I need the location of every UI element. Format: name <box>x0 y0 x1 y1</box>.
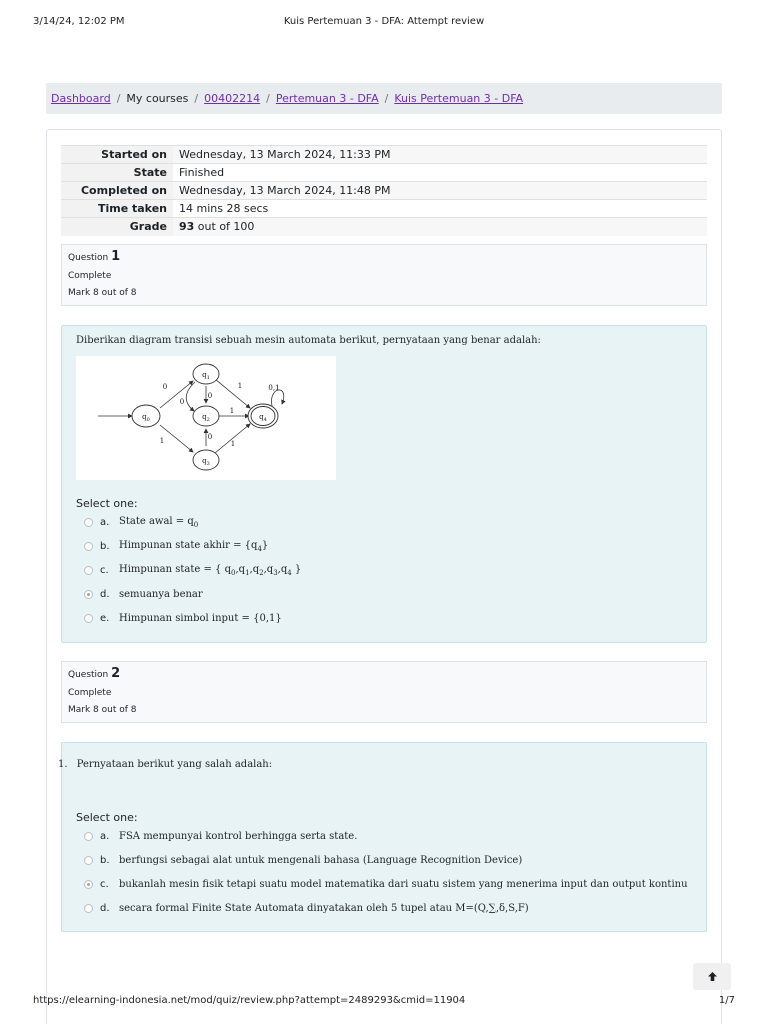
option-letter: c. <box>100 878 109 890</box>
question-number <box>68 666 700 683</box>
question-number <box>68 249 700 266</box>
question-mark: Mark 8 out of 8 <box>68 705 137 715</box>
option-text: Himpunan state akhir = $\{q_4\}$ <box>119 539 269 553</box>
option-letter: b. <box>100 854 110 866</box>
question-prefix: Question <box>68 253 109 263</box>
radio-button[interactable] <box>84 614 93 623</box>
edge-label: 0 <box>179 398 185 406</box>
summary-row-time-taken <box>61 200 707 218</box>
summary-label: Started on <box>61 146 173 164</box>
option-text: secara formal Finite State Automata dinyatakan oleh 5 tupel atau M=(Q,∑,δ,S,F) <box>119 902 529 914</box>
transition-diagram <box>76 356 336 480</box>
edge-label: 0,1 <box>268 384 280 392</box>
breadcrumb-separator: / <box>266 92 270 105</box>
option-letter: d. <box>100 588 110 600</box>
radio-button[interactable] <box>84 566 93 575</box>
radio-button[interactable] <box>84 904 93 913</box>
edge-label: 0 <box>207 433 213 441</box>
question-2-info <box>61 661 707 723</box>
option-text: Himpunan simbol input = {0,1} <box>119 612 282 624</box>
summary-label: Completed on <box>61 182 173 200</box>
answer-option-c[interactable] <box>62 872 702 896</box>
summary-label: State <box>61 164 173 182</box>
summary-row-completed <box>61 182 707 200</box>
print-datetime: 3/14/24, 12:02 PM <box>33 16 125 27</box>
summary-row-grade <box>61 218 707 236</box>
summary-label: Grade <box>61 218 173 236</box>
radio-button[interactable] <box>84 856 93 865</box>
state-label: $q_0$ <box>142 413 150 423</box>
radio-button[interactable] <box>84 518 93 527</box>
print-url: https://elearning-indonesia.net/mod/quiz/review.php?attempt=2489293&cmid=11904 <box>33 995 466 1006</box>
option-text: Himpunan state = { $q_0,q_1,q_2,q_3,q_4$ } <box>119 563 302 577</box>
summary-label: Time taken <box>61 200 173 218</box>
question-text: Diberikan diagram transisi sebuah mesin automata berikut, pernyataan yang benar adalah: <box>76 335 541 346</box>
grade-total: out of 100 <box>194 220 255 234</box>
summary-value <box>173 218 707 236</box>
question-state: Complete <box>68 688 112 698</box>
question-2-formulation <box>58 742 707 932</box>
question-prefix: Question <box>68 670 109 680</box>
answer-option-b[interactable] <box>62 848 702 872</box>
arrow-up-icon <box>707 971 718 982</box>
quiz-review-content <box>46 129 722 1024</box>
attempt-summary-table <box>61 145 707 236</box>
edge-label: 1 <box>237 382 243 390</box>
edge-label: 0 <box>162 383 168 391</box>
state-label: $q_1$ <box>202 371 210 381</box>
breadcrumb-separator: / <box>384 92 389 105</box>
question-number-value: 1 <box>111 249 121 264</box>
question-mark: Mark 8 out of 8 <box>68 288 137 298</box>
question-1-formulation <box>61 325 707 643</box>
summary-value: Finished <box>173 164 707 182</box>
transition-diagram-svg <box>76 356 336 480</box>
breadcrumb-dashboard[interactable]: Dashboard <box>51 92 111 105</box>
summary-row-started <box>61 146 707 164</box>
radio-button[interactable] <box>84 542 93 551</box>
breadcrumb-separator: / <box>194 92 199 105</box>
edge-label: 1 <box>230 440 236 448</box>
grade-score: 93 <box>179 220 195 234</box>
summary-row-state <box>61 164 707 182</box>
print-page-number: 1/7 <box>718 995 735 1006</box>
state-label: $q_2$ <box>202 413 210 423</box>
answer-option-b[interactable] <box>62 534 702 558</box>
answer-option-d[interactable] <box>62 896 702 920</box>
breadcrumb-my-courses: My courses <box>126 92 189 105</box>
answer-option-e[interactable] <box>62 606 702 630</box>
option-text <box>119 516 198 529</box>
edge-label: 1 <box>229 407 235 415</box>
state-label: $q_3$ <box>202 457 210 467</box>
option-letter: e. <box>100 612 110 624</box>
answer-option-c[interactable] <box>62 558 702 582</box>
option-text: FSA mempunyai kontrol berhingga serta state. <box>119 830 358 842</box>
summary-value: Wednesday, 13 March 2024, 11:48 PM <box>173 182 707 200</box>
breadcrumb-course[interactable]: 00402214 <box>204 92 261 105</box>
breadcrumb-section[interactable]: Pertemuan 3 - DFA <box>275 92 379 105</box>
question-state: Complete <box>68 271 112 281</box>
breadcrumb-quiz[interactable]: Kuis Pertemuan 3 - DFA <box>394 92 524 105</box>
answer-options <box>62 510 702 630</box>
option-text-prefix: State awal = $q_0$ <box>119 515 199 529</box>
summary-value: 14 mins 28 secs <box>173 200 707 218</box>
option-text: berfungsi sebagai alat untuk mengenali bahasa (Language Recognition Device) <box>119 854 523 866</box>
option-text: semuanya benar <box>119 588 203 600</box>
back-to-top-button[interactable] <box>693 963 731 990</box>
question-1-info <box>61 244 707 306</box>
breadcrumb-separator: / <box>116 92 121 105</box>
radio-button-selected[interactable] <box>84 880 93 889</box>
list-marker: 1. <box>58 759 68 770</box>
question-text-line <box>58 759 272 770</box>
question-text: Pernyataan berikut yang salah adalah: <box>76 759 273 770</box>
edge-label: 1 <box>159 437 165 445</box>
option-text: bukanlah mesin fisik tetapi suatu model matematika dari suatu sistem yang menerima input dan output kontinu <box>119 878 688 890</box>
option-letter: a. <box>100 516 110 528</box>
select-one-label: Select one: <box>76 811 138 824</box>
state-label: $q_4$ <box>259 413 267 423</box>
radio-button-selected[interactable] <box>84 590 93 599</box>
option-letter: d. <box>100 902 110 914</box>
select-one-label: Select one: <box>76 497 138 510</box>
option-letter: b. <box>100 540 110 552</box>
summary-value: Wednesday, 13 March 2024, 11:33 PM <box>173 146 707 164</box>
answer-option-a[interactable] <box>62 510 702 534</box>
question-number-value: 2 <box>111 666 121 681</box>
print-header <box>33 16 735 30</box>
answer-option-a[interactable] <box>62 824 702 848</box>
answer-options <box>62 824 702 920</box>
radio-button[interactable] <box>84 832 93 841</box>
print-page-title: Kuis Pertemuan 3 - DFA: Attempt review <box>283 16 485 27</box>
option-letter: c. <box>100 564 109 576</box>
print-footer <box>33 995 735 1007</box>
option-letter: a. <box>100 830 110 842</box>
edge-label: 0 <box>207 392 213 400</box>
answer-option-d[interactable] <box>62 582 702 606</box>
breadcrumb <box>46 83 722 114</box>
